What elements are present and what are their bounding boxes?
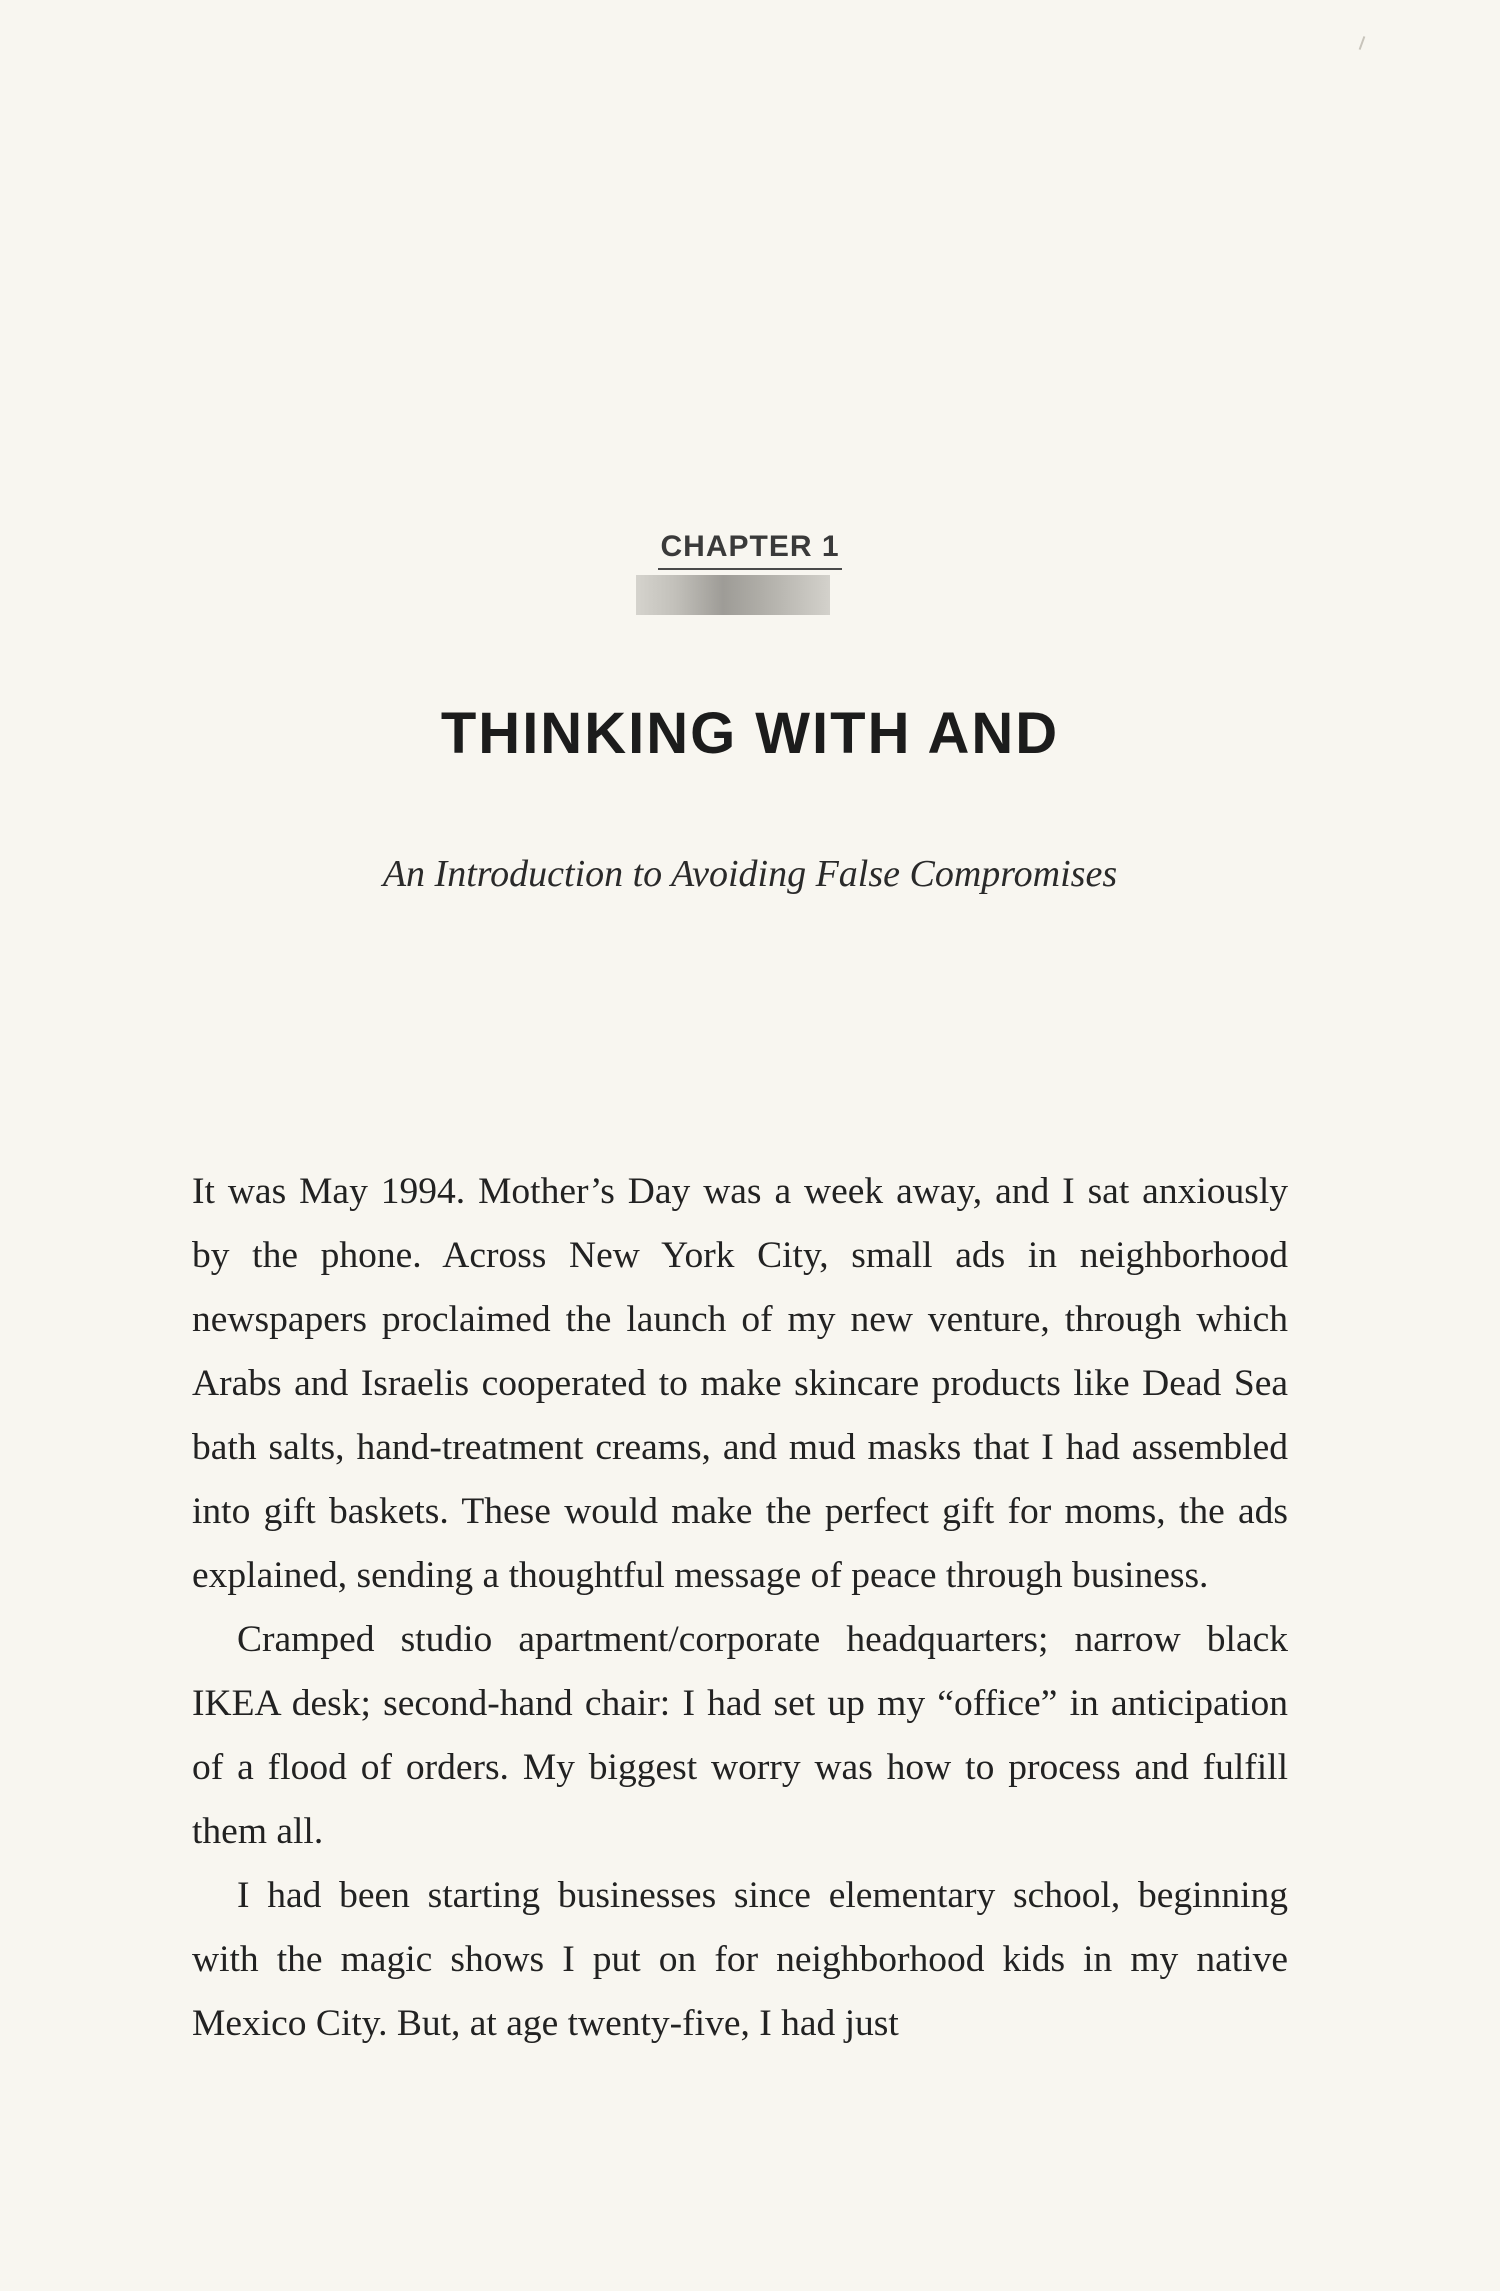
chapter-label-underline [658,568,841,570]
chapter-subtitle: An Introduction to Avoiding False Compromises [382,853,1118,895]
scan-smudge [636,575,830,615]
chapter-label-text: CHAPTER 1 [660,530,840,563]
scan-speck [1359,36,1366,50]
chapter-label [0,530,1500,564]
paragraph: It was May 1994. Mother’s Day was a week away, and I sat anxiously by the phone. Across New York City, small ads in neighborhood newspapers proclaimed the launch of my new venture, through which Arabs and Israelis cooperated to make skincare products like Dead Sea bath salts, hand-treatment creams, and mud masks that I had assembled into gift baskets. These would make the perfect gift for moms, the ads explained, sending a thoughtful message of peace through business. [192,1171,1288,1596]
chapter-title: THINKING WITH AND [440,701,1060,766]
body-text [192,1160,1288,2056]
paragraph: I had been starting businesses since elementary school, beginning with the magic shows I put on for neighborhood kids in my native Mexico City. But, at age twenty-five, I had just [192,1875,1288,2044]
paragraph: Cramped studio apartment/corporate headquarters; narrow black IKEA desk; second-hand chair: I had set up my “office” in anticipation of a flood of orders. My biggest worry was how to process and fulfill them all. [192,1619,1288,1852]
